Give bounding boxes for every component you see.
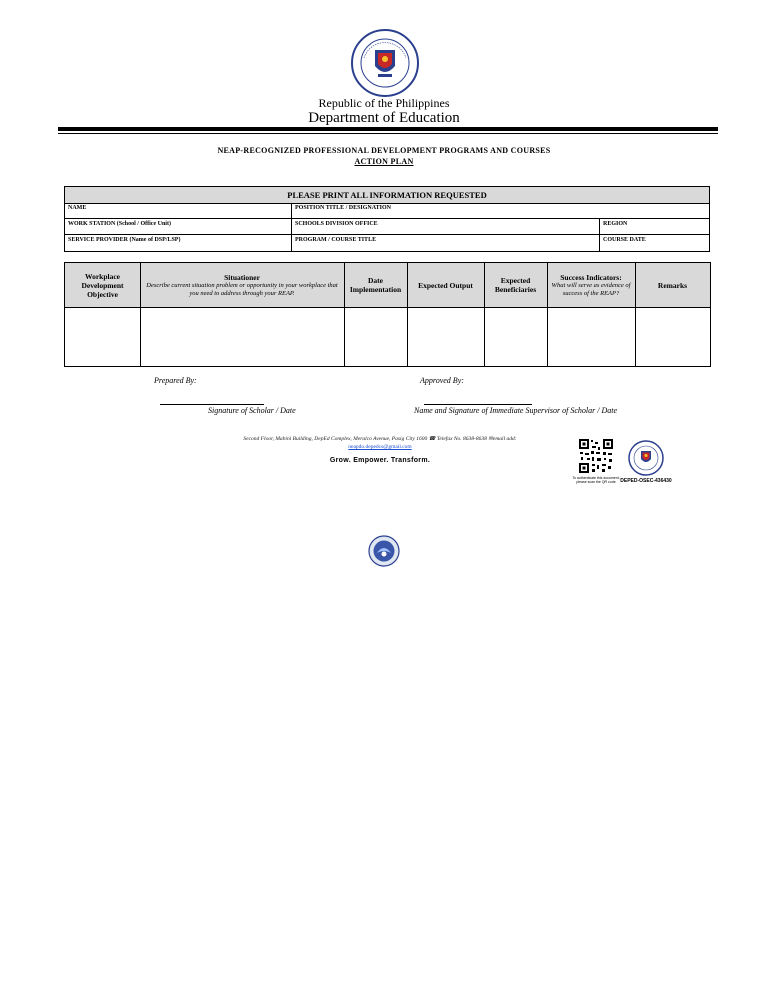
scholar-signature-line[interactable] (160, 404, 264, 405)
region-field[interactable]: REGION (599, 219, 709, 234)
info-row (65, 235, 709, 251)
document-subtitle: ACTION PLAN (354, 157, 414, 166)
qr-code-icon[interactable] (578, 438, 614, 474)
course-title-field[interactable]: PROGRAM / COURSE TITLE (291, 235, 599, 251)
output-cell[interactable] (408, 308, 484, 366)
document-title: NEAP-RECOGNIZED PROFESSIONAL DEVELOPMENT PROGRAMS AND COURSES (217, 146, 551, 155)
situationer-cell[interactable] (141, 308, 344, 366)
supervisor-signature-line[interactable] (424, 404, 532, 405)
approved-by-label: Approved By: (420, 376, 464, 385)
beneficiaries-cell[interactable] (485, 308, 547, 366)
objective-cell[interactable] (65, 308, 140, 366)
info-row (65, 203, 709, 219)
neap-logo-icon (368, 535, 400, 567)
name-field[interactable]: NAME (68, 205, 87, 211)
info-table-heading: PLEASE PRINT ALL INFORMATION REQUESTED (65, 187, 709, 204)
remarks-cell[interactable] (636, 308, 710, 366)
footer-email-link[interactable]: neapdo.depedcs@gmail.com (348, 444, 412, 450)
column-title: Remarks (657, 280, 688, 290)
deped-seal-icon (628, 440, 664, 476)
qr-note: To authenticate this document, please scan the QR code (572, 476, 620, 484)
footer-tagline: Grow. Empower. Transform. (329, 457, 431, 464)
column-header-beneficiaries (484, 263, 547, 307)
column-title: Success Indicators: (560, 272, 622, 282)
column-title: Situationer (224, 272, 260, 282)
column-header-success (547, 263, 635, 307)
footer-address: Second Floor, Mabini Building, DepEd Complex, Meralco Avenue, Pasig City 1600 ☎ Telefax No. 8638-8638 ✉email add: (243, 436, 517, 442)
column-title: Date Implementation (349, 276, 402, 294)
department-heading: Department of Education (308, 110, 460, 126)
column-header-objective (65, 263, 140, 307)
work-station-field[interactable]: WORK STATION (School / Office Unit) (68, 221, 171, 227)
document-code: DEPED-OSEC-436430 (620, 478, 672, 484)
date-cell[interactable] (345, 308, 407, 366)
header-rule-thick (58, 127, 718, 131)
column-header-date (344, 263, 407, 307)
column-title: Expected Beneficiaries (494, 276, 537, 294)
republic-heading: Republic of the Philippines (318, 96, 450, 110)
deped-seal-icon (350, 28, 420, 98)
header-rule-thin (58, 133, 718, 134)
column-subtitle: What will serve as evidence of success of the REAP? (551, 281, 631, 297)
scholar-signature-caption: Signature of Scholar / Date (208, 406, 296, 415)
info-row (65, 219, 709, 235)
success-cell[interactable] (548, 308, 635, 366)
course-date-field[interactable]: COURSE DATE (599, 235, 709, 251)
action-plan-table (64, 262, 711, 367)
info-table (64, 186, 710, 252)
division-office-field[interactable]: SCHOOLS DIVISION OFFICE (291, 219, 599, 234)
column-header-output (407, 263, 484, 307)
supervisor-signature-caption: Name and Signature of Immediate Supervisor of Scholar / Date (414, 406, 618, 415)
column-header-situationer (140, 263, 344, 307)
column-header-remarks (635, 263, 710, 307)
service-provider-field[interactable]: SERVICE PROVIDER (Name of DSP/LSP) (68, 237, 181, 243)
column-subtitle: Describe current situation problem or opportunity in your workplace that you need to address through your REAP. (146, 281, 338, 297)
column-title: Expected Output (418, 280, 473, 290)
position-field[interactable]: POSITION TITLE / DESIGNATION (291, 203, 709, 218)
column-title: Workplace Development Objective (81, 271, 124, 299)
prepared-by-label: Prepared By: (154, 376, 197, 385)
